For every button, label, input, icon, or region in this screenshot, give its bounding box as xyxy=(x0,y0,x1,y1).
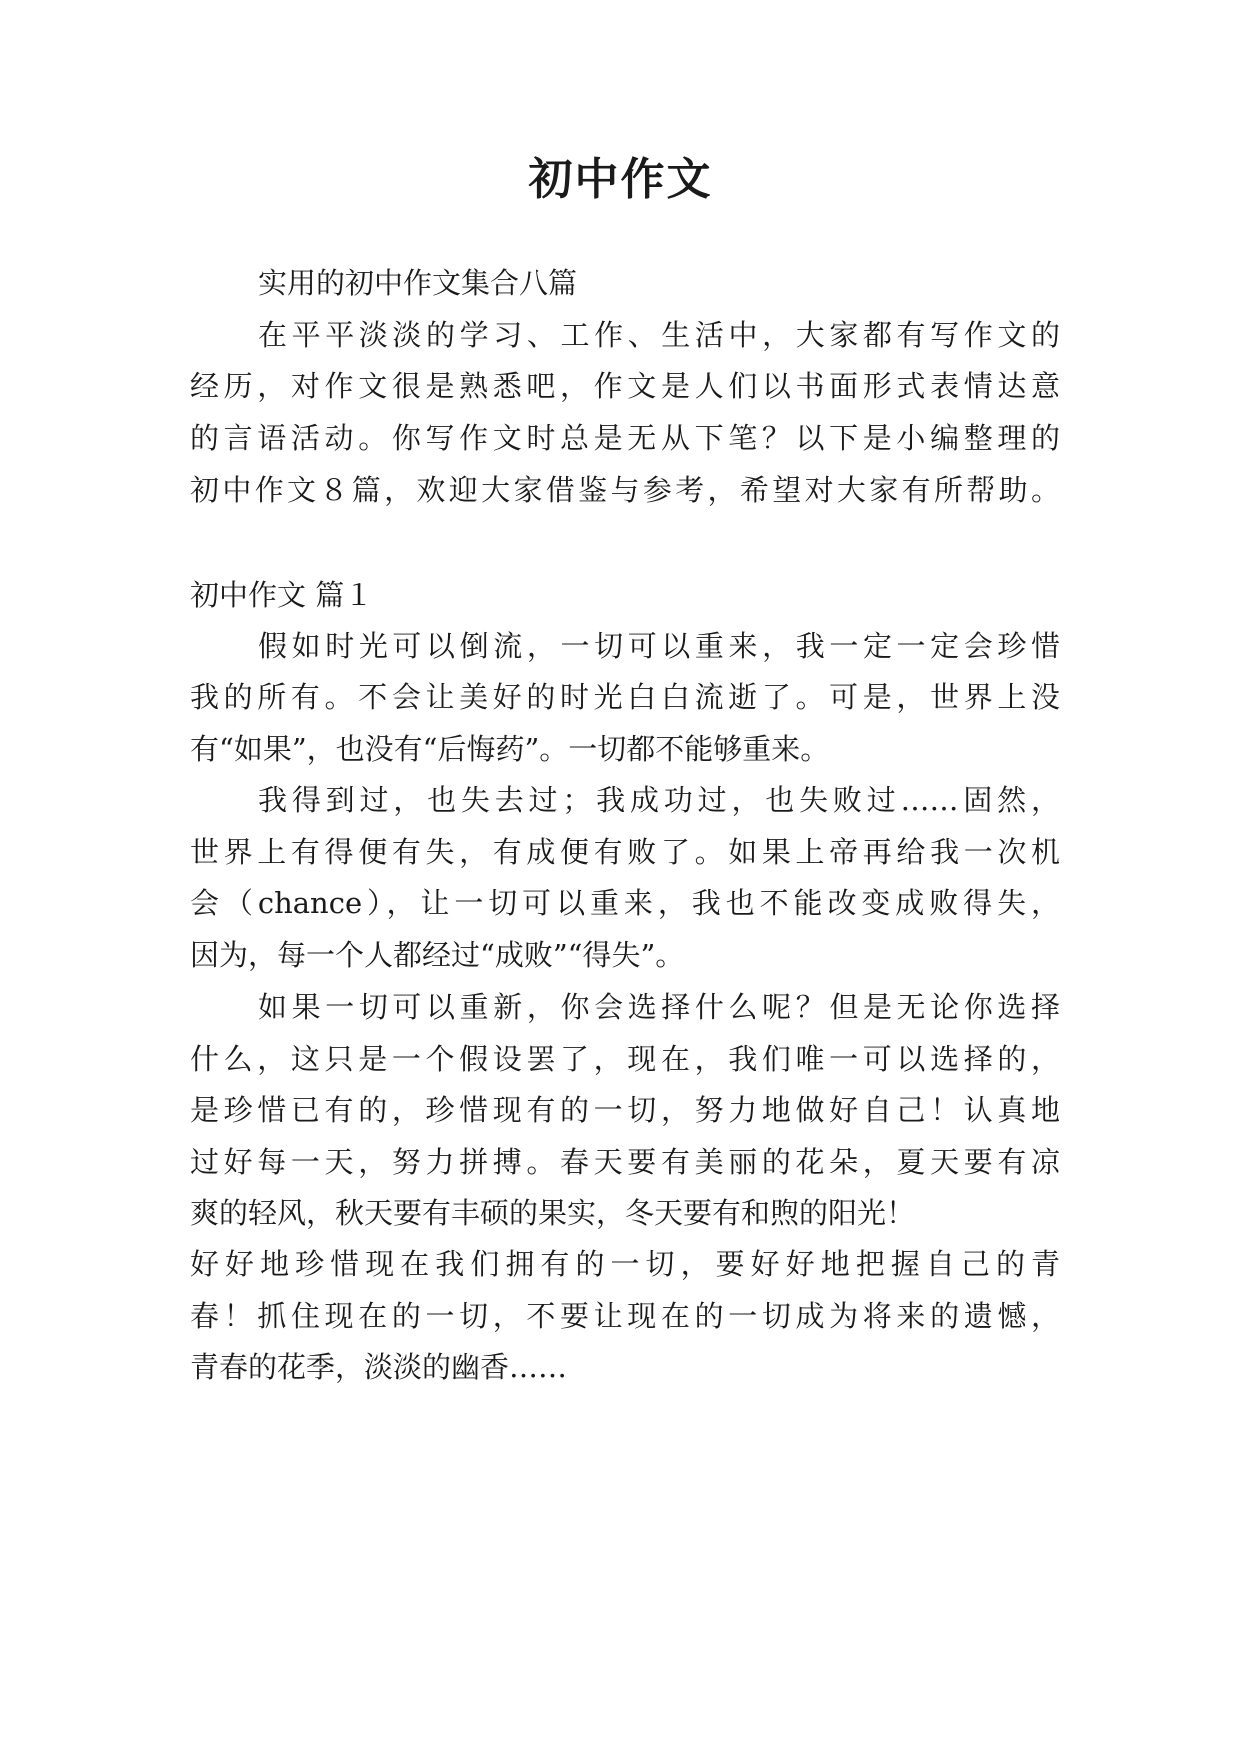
paragraph-line: 我得到过，也失去过；我成功过，也失败过……固然， xyxy=(258,783,1060,817)
paragraph-line: 是珍惜已有的，珍惜现有的一切，努力地做好自己！认真地 xyxy=(190,1093,1060,1127)
paragraph-line: 如果一切可以重新，你会选择什么呢？但是无论你选择 xyxy=(258,990,1060,1024)
intro-paragraph-line: 经历，对作文很是熟悉吧，作文是人们以书面形式表情达意 xyxy=(190,369,1060,403)
paragraph-line: 过好每一天，努力拼搏。春天要有美丽的花朵，夏天要有凉 xyxy=(190,1145,1060,1179)
paragraph-line: 春！抓住现在的一切，不要让现在的一切成为将来的遗憾， xyxy=(190,1299,1060,1333)
paragraph-line: 什么，这只是一个假设罢了，现在，我们唯一可以选择的， xyxy=(190,1042,1060,1076)
intro-heading: 实用的初中作文集合八篇 xyxy=(258,266,578,300)
paragraph-line: 好好地珍惜现在我们拥有的一切，要好好地把握自己的青 xyxy=(190,1247,1060,1281)
intro-paragraph-line: 初中作文８篇，欢迎大家借鉴与参考，希望对大家有所帮助。 xyxy=(190,473,1060,507)
intro-paragraph-line: 在平平淡淡的学习、工作、生活中，大家都有写作文的 xyxy=(258,318,1060,352)
page-title: 初中作文 xyxy=(528,154,713,205)
paragraph-line: 爽的轻风，秋天要有丰硕的果实，冬天要有和煦的阳光！ xyxy=(190,1196,916,1230)
paragraph-line: 我的所有。不会让美好的时光白白流逝了。可是，世界上没 xyxy=(190,680,1060,714)
paragraph-line: 假如时光可以倒流，一切可以重来，我一定一定会珍惜 xyxy=(258,629,1060,663)
paragraph-line: 世界上有得便有失，有成便有败了。如果上帝再给我一次机 xyxy=(190,835,1060,869)
paragraph-line: 会（chance），让一切可以重来，我也不能改变成败得失， xyxy=(190,886,1060,920)
intro-paragraph-line: 的言语活动。你写作文时总是无从下笔？以下是小编整理的 xyxy=(190,421,1060,455)
section-heading: 初中作文 篇１ xyxy=(190,578,374,612)
paragraph-line: 青春的花季，淡淡的幽香…… xyxy=(190,1350,568,1384)
paragraph-line: 有“如果”，也没有“后悔药”。一切都不能够重来。 xyxy=(190,732,830,766)
paragraph-line: 因为，每一个人都经过“成败”“得失”。 xyxy=(190,938,685,972)
